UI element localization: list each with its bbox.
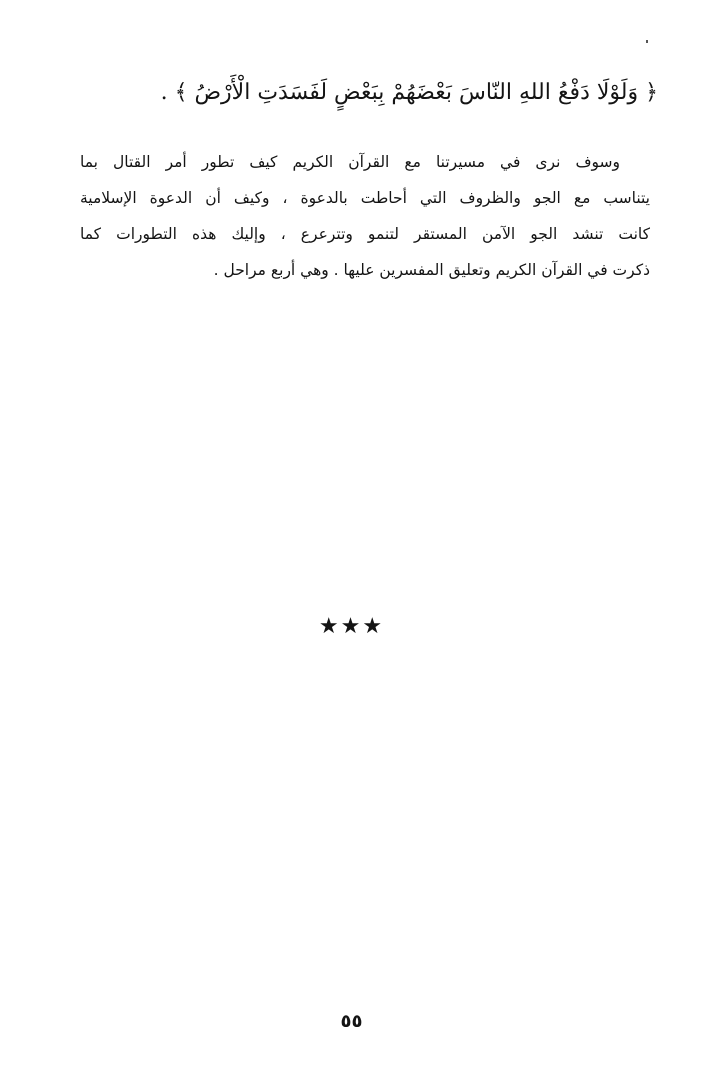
paragraph-line: كانت تنشد الجو الآمن المستقر لتنمو وتترعرع ، وإليك هذه التطورات كما xyxy=(80,225,650,243)
paragraph-line: ذكرت في القرآن الكريم وتعليق المفسرين عليها . وهي أربع مراحل . xyxy=(213,261,650,279)
paragraph-line: يتناسب مع الجو والظروف التي أحاطت بالدعوة ، وكيف أن الدعوة الإسلامية xyxy=(80,189,650,207)
page-number: ٥٥ xyxy=(340,1011,363,1032)
quran-verse: ﴿ وَلَوْلَا دَفْعُ اللهِ النّاسَ بَعْضَهُمْ بِبَعْضٍ لَفَسَدَتِ الْأَرْضُ ﴾ . xyxy=(160,80,658,105)
body-paragraph xyxy=(80,144,650,288)
section-separator-stars: ★★★ xyxy=(318,614,385,639)
scan-speck xyxy=(646,40,648,43)
paragraph-line: وسوف نرى في مسيرتنا مع القرآن الكريم كيف تطور أمر القتال بما xyxy=(80,153,620,171)
